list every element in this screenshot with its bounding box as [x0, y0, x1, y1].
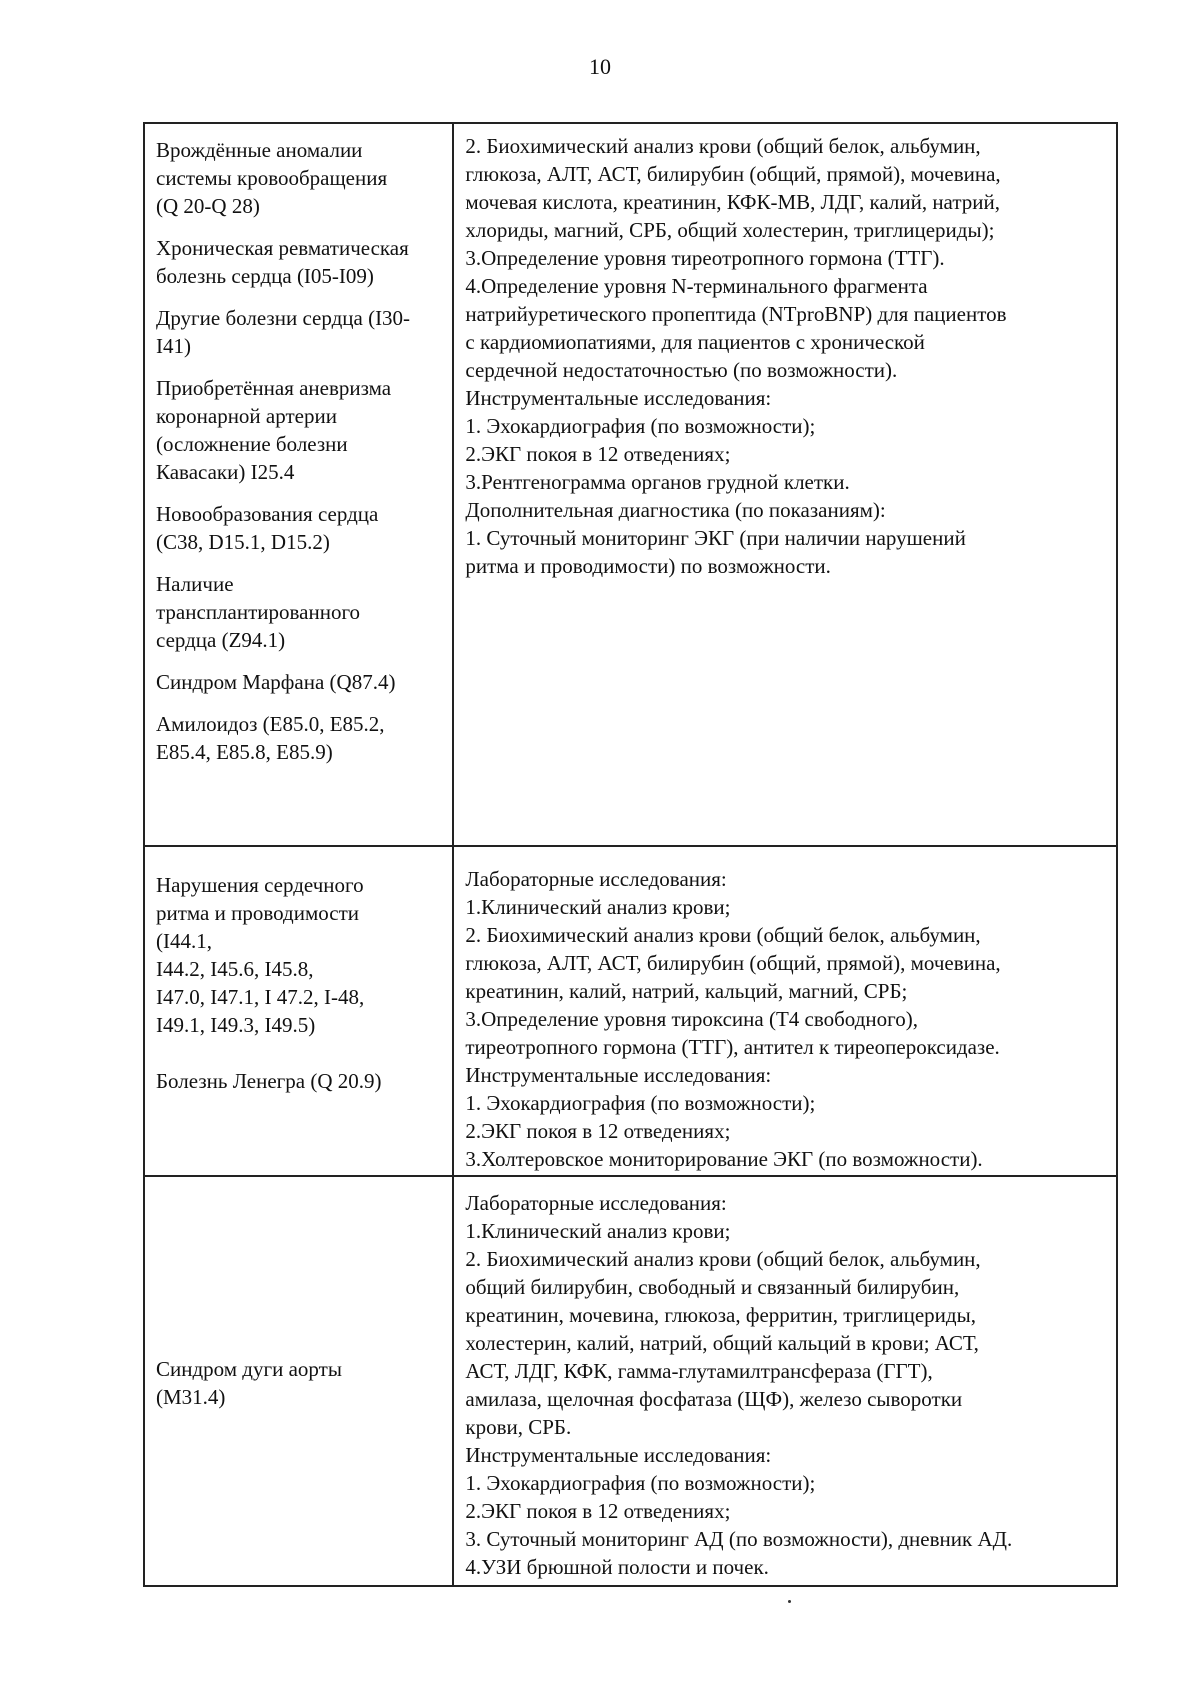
exam-line: Инструментальные исследования:	[465, 1443, 772, 1467]
exam-line: 3.Определение уровня тироксина (Т4 свободного),	[465, 1007, 918, 1031]
diagnosis-cell	[145, 124, 454, 845]
exam-line: 1.Клинический анализ крови;	[465, 895, 731, 919]
exam-line: 1. Эхокардиография (по возможности);	[465, 1091, 816, 1115]
exam-line: Лабораторные исследования:	[465, 1191, 727, 1215]
exam-line: холестерин, калий, натрий, общий кальций в крови; АСТ,	[465, 1331, 979, 1355]
exam-line: 4.Определение уровня N-терминального фрагмента	[465, 274, 928, 298]
diagnosis-entry: Синдром Марфана (Q87.4)	[156, 670, 396, 694]
table-row	[143, 845, 1118, 1175]
diagnosis-entry: Врождённые аномалии системы кровообращения (Q 20-Q 28)	[156, 138, 388, 218]
exam-line: общий билирубин, свободный и связанный билирубин,	[465, 1275, 960, 1299]
diagnosis-entry: Приобретённая аневризма коронарной артерии (осложнение болезни Кавасаки) I25.4	[156, 376, 392, 484]
exam-line: 3.Холтеровское мониторирование ЭКГ (по возможности).	[465, 1147, 983, 1171]
diagnosis-entry: Синдром дуги аорты (M31.4)	[156, 1357, 342, 1409]
exam-line: 3.Определение уровня тиреотропного гормона (ТТГ).	[465, 246, 945, 270]
examinations-cell	[454, 847, 1116, 1175]
exam-line: 1. Суточный мониторинг ЭКГ (при наличии нарушений	[465, 526, 966, 550]
exam-line: Лабораторные исследования:	[465, 867, 727, 891]
diagnostics-table	[143, 122, 1118, 1587]
exam-line: Дополнительная диагностика (по показаниям):	[465, 498, 886, 522]
exam-line: тиреотропного гормона (ТТГ), антител к тиреопероксидазе.	[465, 1035, 1000, 1059]
exam-line: мочевая кислота, креатинин, КФК-МВ, ЛДГ, калий, натрий,	[465, 190, 1000, 214]
exam-line: 2.ЭКГ покоя в 12 отведениях;	[465, 1119, 731, 1143]
exam-line: 4.УЗИ брюшной полости и почек.	[465, 1555, 769, 1579]
exam-line: сердечной недостаточностью (по возможности).	[465, 358, 898, 382]
exam-line: 1. Эхокардиография (по возможности);	[465, 414, 816, 438]
exam-line: амилаза, щелочная фосфатаза (ЩФ), железо сыворотки	[465, 1387, 963, 1411]
exam-line: 2. Биохимический анализ крови (общий белок, альбумин,	[465, 1247, 981, 1271]
exam-line: АСТ, ЛДГ, КФК, гамма-глутамилтрансфераза (ГГТ),	[465, 1359, 933, 1383]
diagnosis-entry: Другие болезни сердца (I30- I41)	[156, 306, 411, 358]
exam-line: 2.ЭКГ покоя в 12 отведениях;	[465, 442, 731, 466]
diagnosis-entry: Амилоидоз (E85.0, E85.2, E85.4, E85.8, E85.9)	[156, 712, 385, 764]
page-number: 10	[589, 54, 611, 79]
exam-line: глюкоза, АЛТ, АСТ, билирубин (общий, прямой), мочевина,	[465, 951, 1001, 975]
diagnosis-entry: Новообразования сердца (C38, D15.1, D15.2)	[156, 502, 379, 554]
exam-line: глюкоза, АЛТ, АСТ, билирубин (общий, прямой), мочевина,	[465, 162, 1001, 186]
exam-line: 3.Рентгенограмма органов грудной клетки.	[465, 470, 850, 494]
diagnosis-entry: Болезнь Ленегра (Q 20.9)	[156, 1069, 382, 1093]
examinations-cell	[454, 124, 1116, 845]
diagnosis-cell	[145, 847, 454, 1175]
diagnosis-entry: Хроническая ревматическая болезнь сердца (I05-I09)	[156, 236, 409, 288]
exam-line: хлориды, магний, СРБ, общий холестерин, триглицериды);	[465, 218, 995, 242]
exam-line: ритма и проводимости) по возможности.	[465, 554, 831, 578]
scan-speck	[788, 1600, 791, 1603]
diagnosis-cell	[145, 1177, 454, 1585]
examinations-cell	[454, 1177, 1116, 1585]
exam-line: 2. Биохимический анализ крови (общий белок, альбумин,	[465, 923, 981, 947]
diagnosis-entry: Нарушения сердечного ритма и проводимости (I44.1, I44.2, I45.6, I45.8, I47.0, I47.1, I 47.2, I-48, I49.1, I49.3, I49.5)	[156, 873, 365, 1037]
diagnosis-entry: Наличие трансплантированного сердца (Z94.1)	[156, 572, 361, 652]
table-row	[143, 1175, 1118, 1587]
exam-line: 2. Биохимический анализ крови (общий белок, альбумин,	[465, 134, 981, 158]
exam-line: натрийуретического пропептида (NTproBNP) для пациентов	[465, 302, 1007, 326]
exam-line: 2.ЭКГ покоя в 12 отведениях;	[465, 1499, 731, 1523]
exam-line: с кардиомиопатиями, для пациентов с хронической	[465, 330, 925, 354]
exam-line: креатинин, калий, натрий, кальций, магний, СРБ;	[465, 979, 908, 1003]
exam-line: Инструментальные исследования:	[465, 1063, 772, 1087]
exam-line: крови, СРБ.	[465, 1415, 572, 1439]
exam-line: креатинин, мочевина, глюкоза, ферритин, триглицериды,	[465, 1303, 976, 1327]
exam-line: 3. Суточный мониторинг АД (по возможности), дневник АД.	[465, 1527, 1013, 1551]
exam-line: 1. Эхокардиография (по возможности);	[465, 1471, 816, 1495]
table-row	[143, 122, 1118, 845]
exam-line: Инструментальные исследования:	[465, 386, 772, 410]
exam-line: 1.Клинический анализ крови;	[465, 1219, 731, 1243]
